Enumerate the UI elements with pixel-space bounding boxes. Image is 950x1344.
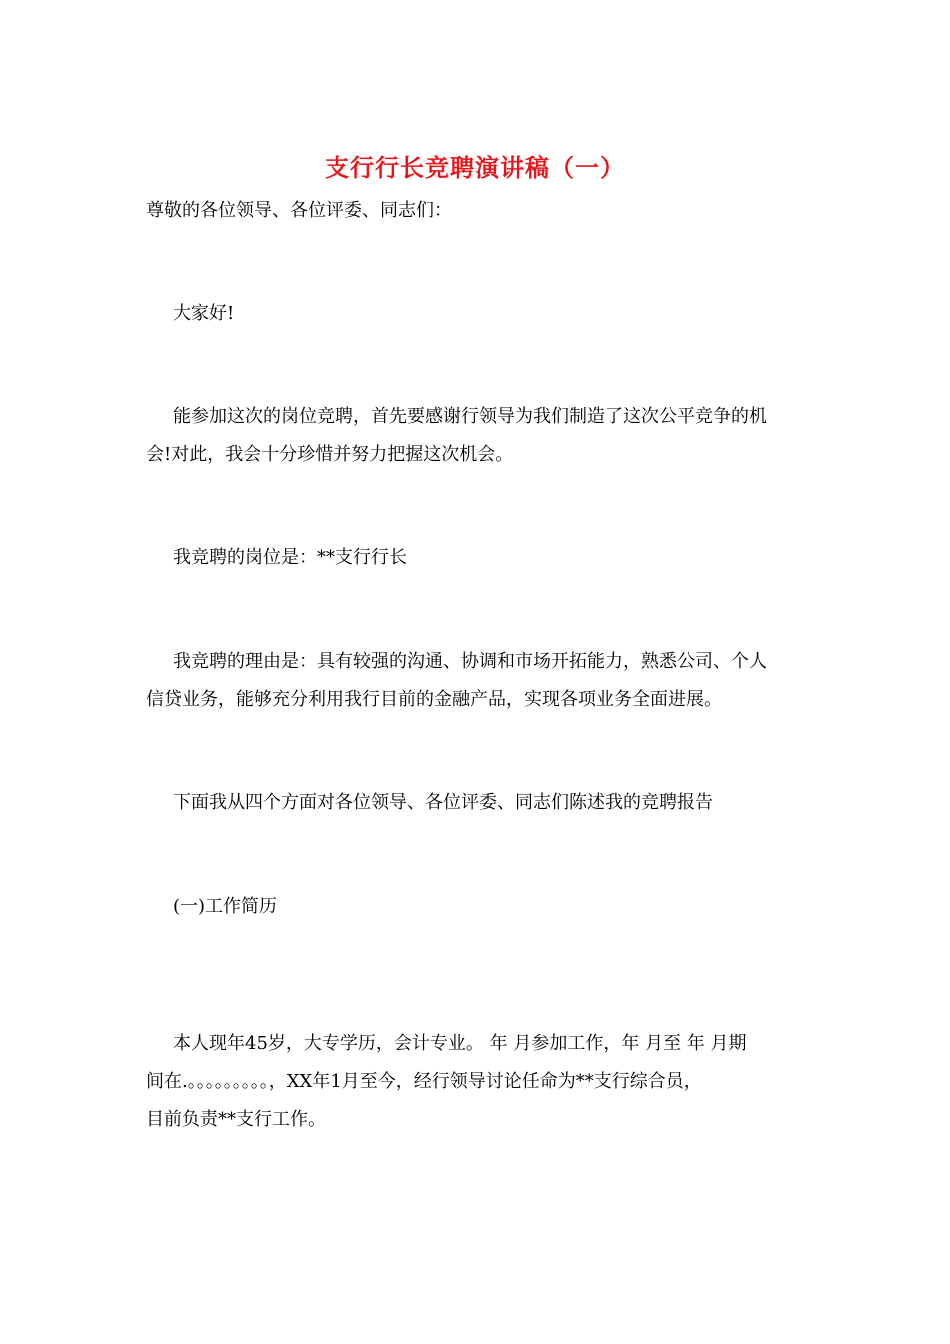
intro-line: 下面我从四个方面对各位领导、各位评委、同志们陈述我的竞聘报告 [173, 792, 713, 813]
resume-line-2: 间在.。。。。。。。。。，XX年1月至今，经行领导讨论任命为**支行综合员， [146, 1071, 702, 1092]
resume-line-1: 本人现年45岁，大专学历，会计专业。 年 月参加工作，年 月至 年 月期 [173, 1033, 747, 1054]
document-title: 支行行长竞聘演讲稿（一） [325, 153, 625, 182]
salutation: 尊敬的各位领导、各位评委、同志们： [146, 200, 452, 221]
greeting: 大家好! [173, 303, 235, 324]
reason-line-2: 信贷业务，能够充分利用我行目前的金融产品，实现各项业务全面进展。 [146, 689, 722, 710]
paragraph-1-line-1: 能参加这次的岗位竞聘，首先要感谢行领导为我们制造了这次公平竞争的机 [173, 406, 767, 427]
section-heading: (一)工作简历 [173, 896, 278, 917]
paragraph-1-line-2: 会!对此，我会十分珍惜并努力把握这次机会。 [146, 444, 514, 465]
reason-line-1: 我竞聘的理由是：具有较强的沟通、协调和市场开拓能力，熟悉公司、个人 [173, 651, 767, 672]
resume-line-3: 目前负责**支行工作。 [146, 1109, 326, 1130]
position-line: 我竞聘的岗位是：**支行行长 [173, 547, 407, 568]
